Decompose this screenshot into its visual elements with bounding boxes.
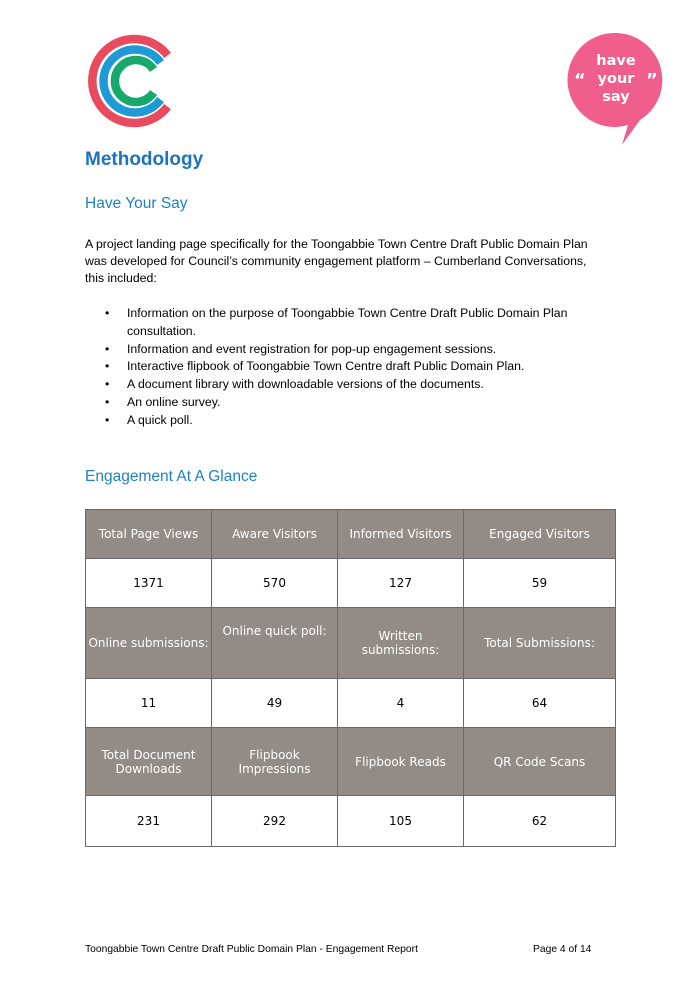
logo-word-say: say xyxy=(602,89,630,105)
logo-green-arc xyxy=(115,60,154,102)
header-cell: Written submissions: xyxy=(338,608,464,679)
value-cell: 570 xyxy=(212,559,338,608)
header-cell: Online submissions: xyxy=(86,608,212,679)
have-your-say-logo xyxy=(566,30,666,148)
list-item: • Information on the purpose of Toongabbie Town Centre Draft Public Domain Plan consultation. xyxy=(105,306,568,338)
table-row xyxy=(86,559,616,608)
bullet-icon: • xyxy=(105,412,110,427)
section-title-engagement: Engagement At A Glance xyxy=(85,468,258,485)
value-cell: 62 xyxy=(464,796,616,847)
value-cell: 1371 xyxy=(86,559,212,608)
header-cell: Informed Visitors xyxy=(338,510,464,559)
value-cell: 105 xyxy=(338,796,464,847)
value-cell: 64 xyxy=(464,679,616,728)
value-cell: 292 xyxy=(212,796,338,847)
value-cell: 49 xyxy=(212,679,338,728)
quote-close-mark: ” xyxy=(646,70,658,91)
list-item: • A document library with downloadable versions of the documents. xyxy=(105,376,610,394)
footer-page-number: Page 4 of 14 xyxy=(533,944,592,955)
table-header-row xyxy=(86,728,616,796)
table-header-row xyxy=(86,510,616,559)
quote-open-mark: “ xyxy=(574,70,586,91)
value-cell: 11 xyxy=(86,679,212,728)
bullet-icon: • xyxy=(105,394,110,409)
list-item: • Interactive flipbook of Toongabbie Town Centre draft Public Domain Plan. xyxy=(105,358,610,376)
table-row xyxy=(86,796,616,847)
list-item: • Information and event registration for pop-up engagement sessions. xyxy=(105,341,610,359)
footer-document-title: Toongabbie Town Centre Draft Public Domain Plan - Engagement Report xyxy=(85,944,418,955)
value-cell: 127 xyxy=(338,559,464,608)
value-cell: 231 xyxy=(86,796,212,847)
logo-word-your: your xyxy=(597,71,635,87)
header-cell: Flipbook Reads xyxy=(338,728,464,796)
engagement-table xyxy=(85,509,616,847)
header-cell: Engaged Visitors xyxy=(464,510,616,559)
value-cell: 4 xyxy=(338,679,464,728)
intro-paragraph: A project landing page specifically for the Toongabbie Town Centre Draft Public Domain Plan was developed for Council’s community engagement platform – Cumberland Conversations, this included: xyxy=(85,237,588,285)
table-row xyxy=(86,679,616,728)
header-cell: Total Page Views xyxy=(86,510,212,559)
bullet-icon: • xyxy=(105,377,110,392)
header-cell: Total Document Downloads xyxy=(86,728,212,796)
council-logo xyxy=(86,31,178,131)
value-cell: 59 xyxy=(464,559,616,608)
logo-word-have: have xyxy=(596,53,636,69)
bullet-icon: • xyxy=(105,341,110,356)
list-item: • An online survey. xyxy=(105,394,610,412)
feature-list xyxy=(105,305,610,430)
bullet-icon: • xyxy=(105,306,110,320)
header-cell: Aware Visitors xyxy=(212,510,338,559)
page-heading: Methodology xyxy=(85,149,204,170)
header-cell: Total Submissions: xyxy=(464,608,616,679)
bullet-icon: • xyxy=(105,359,110,374)
header-cell: Flipbook Impressions xyxy=(212,728,338,796)
table-header-row xyxy=(86,608,616,679)
list-item: • A quick poll. xyxy=(105,412,610,430)
header-cell: QR Code Scans xyxy=(464,728,616,796)
header-cell: Online quick poll: xyxy=(212,608,338,679)
section-title-have-your-say: Have Your Say xyxy=(85,195,188,212)
